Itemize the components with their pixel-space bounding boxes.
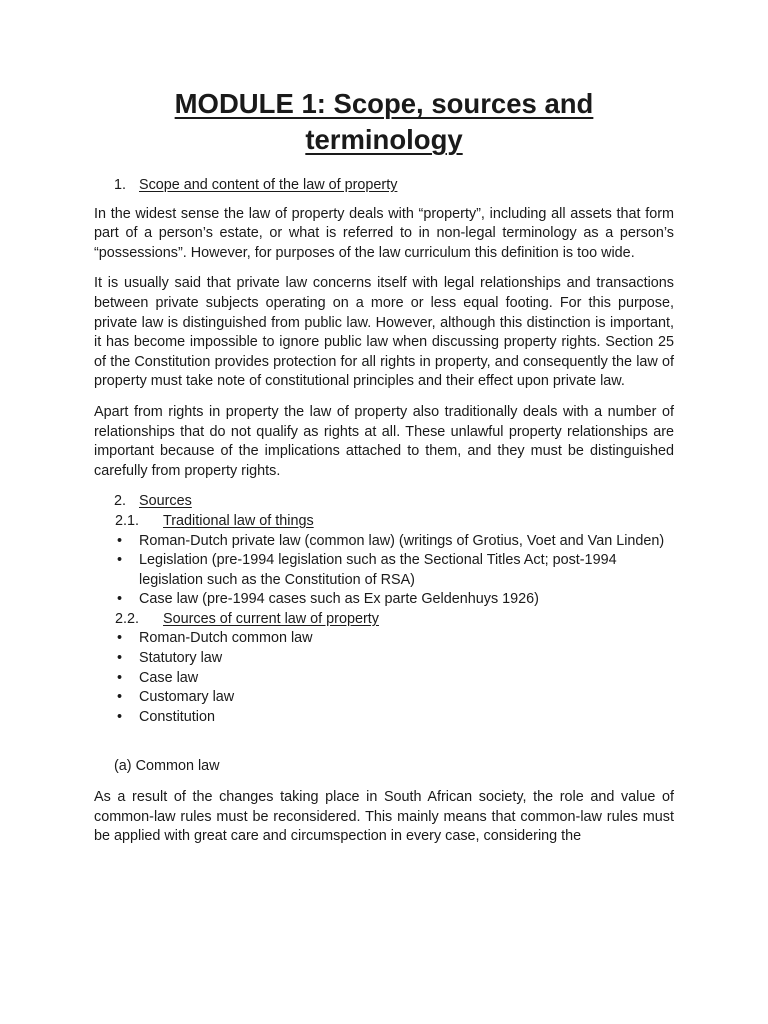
bullet-icon: • <box>117 650 123 667</box>
traditional-sources-list <box>94 532 674 610</box>
subsection-2-2-heading <box>94 610 674 630</box>
common-law-heading: (a) Common law <box>114 758 220 775</box>
section-2-number: 2. <box>114 493 127 510</box>
subsection-2-1-heading <box>94 512 674 532</box>
list-item: • Roman-Dutch private law (common law) (writings of Grotius, Voet and Van Linden) <box>94 532 674 552</box>
subsection-2-1-number: 2.1. <box>115 512 140 529</box>
list-item: • Customary law <box>94 688 674 708</box>
subsection-2-1-title: Traditional law of things <box>163 512 314 529</box>
section-1-title: Scope and content of the law of property <box>139 177 398 193</box>
bullet-icon: • <box>117 689 123 706</box>
subsection-2-2-number: 2.2. <box>115 610 140 627</box>
current-sources-list <box>94 629 674 727</box>
section-2-title: Sources <box>139 493 192 510</box>
list-item: • Constitution <box>94 708 674 728</box>
paragraph-property-definition: In the widest sense the law of property deals with “property”, including all assets that form part of a person’s estate, or what is referred to in non-legal terminology as a person’s “possessions”. However, for purposes of the law curriculum this definition is too wide. <box>94 205 674 261</box>
list-item: • Case law <box>94 669 674 689</box>
paragraph-private-law: It is usually said that private law concerns itself with legal relationships and transactions between private subjects operating on a more or less equal footing. For this purpose, private law is distinguished from public law. However, although this distinction is important, it has become impossible to ignore public law when discussing property rights. Section 25 of the Constitution provides protection for all rights in property, and consequently the law of property must take note of constitutional principles and their effect upon private law. <box>94 275 674 390</box>
bullet-icon: • <box>117 630 123 647</box>
subsection-2-2-title: Sources of current law of property <box>163 610 379 627</box>
page-title: MODULE 1: Scope, sources and terminology <box>174 88 594 155</box>
bullet-icon: • <box>117 532 123 549</box>
list-item: • Case law (pre-1994 cases such as Ex parte Geldenhuys 1926) <box>94 590 674 610</box>
section-1-number: 1. <box>114 177 127 193</box>
bullet-icon: • <box>117 708 123 725</box>
section-2-heading <box>94 492 674 512</box>
bullet-icon: • <box>117 591 123 608</box>
paragraph-unlawful-relationships: Apart from rights in property the law of property also traditionally deals with a number of relationships that do not qualify as rights at all. These unlawful property relationships are important because of the implications attached to them, and they must be distinguished carefully from property rights. <box>94 403 674 479</box>
list-item: • Statutory law <box>94 649 674 669</box>
document-page <box>94 86 674 847</box>
section-1-heading <box>94 176 674 196</box>
bullet-icon: • <box>117 669 123 686</box>
list-item: • Roman-Dutch common law <box>94 629 674 649</box>
bullet-icon: • <box>117 552 123 569</box>
paragraph-common-law: As a result of the changes taking place in South African society, the role and value of common-law rules must be reconsidered. This mainly means that common-law rules must be applied with great care and circumspection in every case, considering the <box>94 789 674 845</box>
list-item: • Legislation (pre-1994 legislation such as the Sectional Titles Act; post-1994 legislation such as the Constitution of RSA) <box>117 552 617 588</box>
